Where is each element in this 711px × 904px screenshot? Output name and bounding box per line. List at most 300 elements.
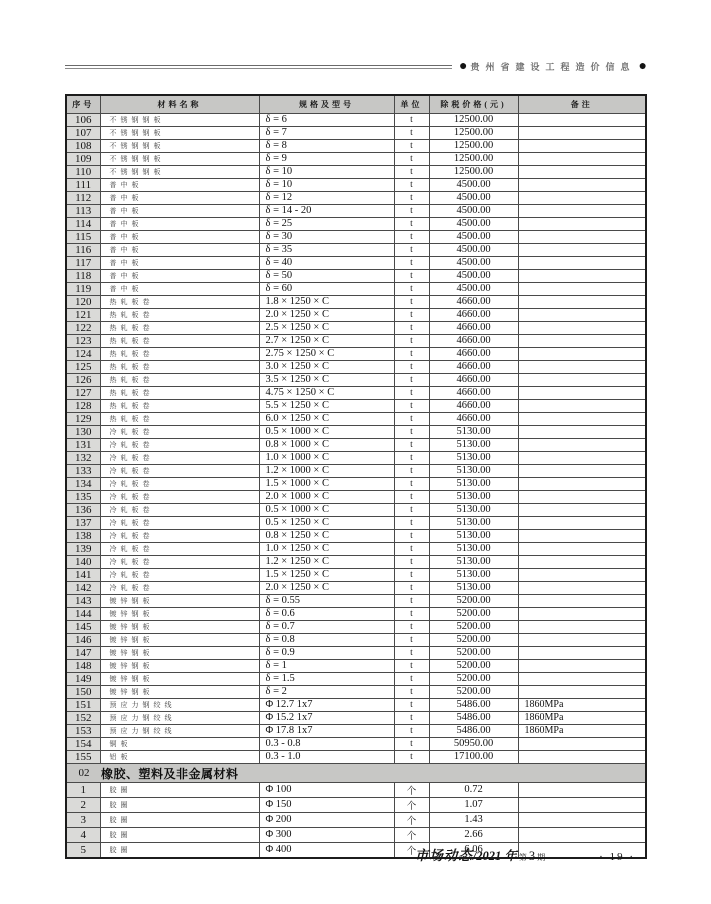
cell-no: 3 bbox=[66, 812, 100, 827]
cell-remark bbox=[518, 607, 646, 620]
cell-spec: δ = 7 bbox=[259, 126, 394, 139]
cell-price: 4660.00 bbox=[429, 347, 518, 360]
cell-name: 胶圈 bbox=[100, 782, 259, 797]
cell-price: 5200.00 bbox=[429, 633, 518, 646]
footer-issue-number: 3 bbox=[528, 849, 536, 863]
table-row bbox=[66, 827, 646, 842]
cell-spec: δ = 9 bbox=[259, 152, 394, 165]
cell-no: 137 bbox=[66, 516, 100, 529]
cell-price: 5130.00 bbox=[429, 477, 518, 490]
cell-unit: t bbox=[394, 503, 429, 516]
cell-name: 胶圈 bbox=[100, 842, 259, 858]
table-row bbox=[66, 750, 646, 763]
cell-no: 109 bbox=[66, 152, 100, 165]
table-row bbox=[66, 812, 646, 827]
cell-unit: 个 bbox=[394, 797, 429, 812]
cell-remark bbox=[518, 464, 646, 477]
cell-spec: δ = 0.9 bbox=[259, 646, 394, 659]
cell-remark bbox=[518, 529, 646, 542]
cell-name: 预应力钢绞线 bbox=[100, 698, 259, 711]
cell-name: 普中板 bbox=[100, 191, 259, 204]
cell-no: 120 bbox=[66, 295, 100, 308]
cell-unit: t bbox=[394, 360, 429, 373]
cell-remark bbox=[518, 243, 646, 256]
cell-name: 镀锌钢板 bbox=[100, 659, 259, 672]
cell-remark bbox=[518, 126, 646, 139]
cell-remark bbox=[518, 178, 646, 191]
cell-price: 5130.00 bbox=[429, 568, 518, 581]
cell-name: 铝板 bbox=[100, 750, 259, 763]
cell-unit: t bbox=[394, 724, 429, 737]
cell-unit: 个 bbox=[394, 827, 429, 842]
cell-spec: 2.5 × 1250 × C bbox=[259, 321, 394, 334]
cell-no: 5 bbox=[66, 842, 100, 858]
cell-remark bbox=[518, 812, 646, 827]
cell-unit: t bbox=[394, 126, 429, 139]
cell-price: 12500.00 bbox=[429, 126, 518, 139]
cell-remark bbox=[518, 581, 646, 594]
cell-name: 胶圈 bbox=[100, 797, 259, 812]
table-row bbox=[66, 347, 646, 360]
table-row bbox=[66, 698, 646, 711]
cell-name: 预应力钢绞线 bbox=[100, 711, 259, 724]
cell-spec: 1.5 × 1000 × C bbox=[259, 477, 394, 490]
cell-price: 12500.00 bbox=[429, 113, 518, 126]
cell-remark bbox=[518, 555, 646, 568]
cell-name: 冷轧板卷 bbox=[100, 490, 259, 503]
cell-price: 5130.00 bbox=[429, 529, 518, 542]
cell-name: 冷轧板卷 bbox=[100, 477, 259, 490]
cell-remark bbox=[518, 399, 646, 412]
cell-unit: t bbox=[394, 152, 429, 165]
cell-price: 5130.00 bbox=[429, 438, 518, 451]
cell-price: 5200.00 bbox=[429, 659, 518, 672]
cell-remark bbox=[518, 334, 646, 347]
cell-unit: t bbox=[394, 178, 429, 191]
cell-remark bbox=[518, 347, 646, 360]
cell-spec: 4.75 × 1250 × C bbox=[259, 386, 394, 399]
cell-name: 普中板 bbox=[100, 217, 259, 230]
cell-no: 125 bbox=[66, 360, 100, 373]
table-row bbox=[66, 542, 646, 555]
cell-name: 普中板 bbox=[100, 178, 259, 191]
cell-unit: t bbox=[394, 711, 429, 724]
cell-price: 1.43 bbox=[429, 812, 518, 827]
cell-no: 147 bbox=[66, 646, 100, 659]
cell-no: 129 bbox=[66, 412, 100, 425]
cell-no: 114 bbox=[66, 217, 100, 230]
cell-remark bbox=[518, 568, 646, 581]
table-row bbox=[66, 360, 646, 373]
cell-spec: δ = 8 bbox=[259, 139, 394, 152]
cell-no: 139 bbox=[66, 542, 100, 555]
cell-no: 126 bbox=[66, 373, 100, 386]
table-row bbox=[66, 581, 646, 594]
cell-price: 5130.00 bbox=[429, 490, 518, 503]
cell-no: 140 bbox=[66, 555, 100, 568]
cell-unit: t bbox=[394, 204, 429, 217]
cell-spec: 3.0 × 1250 × C bbox=[259, 360, 394, 373]
cell-price: 5486.00 bbox=[429, 724, 518, 737]
cell-remark: 1860MPa bbox=[518, 698, 646, 711]
table-row bbox=[66, 217, 646, 230]
cell-no: 111 bbox=[66, 178, 100, 191]
table-row bbox=[66, 256, 646, 269]
cell-unit: t bbox=[394, 633, 429, 646]
cell-name: 镀锌钢板 bbox=[100, 672, 259, 685]
cell-price: 4500.00 bbox=[429, 191, 518, 204]
cell-remark bbox=[518, 750, 646, 763]
cell-remark bbox=[518, 633, 646, 646]
header-double-rule bbox=[65, 65, 452, 69]
cell-unit: t bbox=[394, 269, 429, 282]
cell-unit: t bbox=[394, 659, 429, 672]
cell-price: 5130.00 bbox=[429, 451, 518, 464]
cell-name: 冷轧板卷 bbox=[100, 568, 259, 581]
cell-unit: t bbox=[394, 295, 429, 308]
cell-spec: 1.0 × 1250 × C bbox=[259, 542, 394, 555]
cell-unit: t bbox=[394, 347, 429, 360]
cell-no: 112 bbox=[66, 191, 100, 204]
cell-price: 4500.00 bbox=[429, 204, 518, 217]
cell-name: 普中板 bbox=[100, 282, 259, 295]
cell-name: 不锈钢钢板 bbox=[100, 165, 259, 178]
cell-name: 冷轧板卷 bbox=[100, 438, 259, 451]
cell-spec: Φ 100 bbox=[259, 782, 394, 797]
cell-unit: t bbox=[394, 685, 429, 698]
cell-name: 热轧板卷 bbox=[100, 386, 259, 399]
table-row bbox=[66, 178, 646, 191]
cell-price: 5200.00 bbox=[429, 607, 518, 620]
cell-unit: t bbox=[394, 282, 429, 295]
cell-unit: t bbox=[394, 737, 429, 750]
cell-price: 4660.00 bbox=[429, 399, 518, 412]
cell-unit: t bbox=[394, 139, 429, 152]
cell-spec: 2.0 × 1250 × C bbox=[259, 308, 394, 321]
footer-journal-name: 市场动态 bbox=[414, 848, 473, 863]
cell-remark bbox=[518, 295, 646, 308]
cell-spec: 2.75 × 1250 × C bbox=[259, 347, 394, 360]
cell-no: 143 bbox=[66, 594, 100, 607]
cell-name: 热轧板卷 bbox=[100, 295, 259, 308]
cell-name: 普中板 bbox=[100, 269, 259, 282]
cell-name: 冷轧板卷 bbox=[100, 542, 259, 555]
cell-spec: δ = 30 bbox=[259, 230, 394, 243]
table-row bbox=[66, 503, 646, 516]
cell-remark bbox=[518, 139, 646, 152]
cell-name: 冷轧板卷 bbox=[100, 529, 259, 542]
cell-price: 5130.00 bbox=[429, 581, 518, 594]
cell-spec: 0.3 - 1.0 bbox=[259, 750, 394, 763]
cell-no: 130 bbox=[66, 425, 100, 438]
cell-no: 116 bbox=[66, 243, 100, 256]
cell-name: 冷轧板卷 bbox=[100, 503, 259, 516]
page-footer bbox=[65, 844, 645, 864]
cell-price: 4660.00 bbox=[429, 295, 518, 308]
cell-unit: t bbox=[394, 165, 429, 178]
cell-no: 121 bbox=[66, 308, 100, 321]
cell-price: 4500.00 bbox=[429, 217, 518, 230]
table-row bbox=[66, 555, 646, 568]
cell-unit: t bbox=[394, 672, 429, 685]
cell-unit: t bbox=[394, 321, 429, 334]
cell-no: 124 bbox=[66, 347, 100, 360]
cell-price: 5130.00 bbox=[429, 516, 518, 529]
cell-name: 热轧板卷 bbox=[100, 321, 259, 334]
cell-no: 145 bbox=[66, 620, 100, 633]
cell-name: 不锈钢钢板 bbox=[100, 152, 259, 165]
cell-spec: 1.5 × 1250 × C bbox=[259, 568, 394, 581]
cell-spec: 6.0 × 1250 × C bbox=[259, 412, 394, 425]
cell-unit: t bbox=[394, 230, 429, 243]
cell-unit: 个 bbox=[394, 842, 429, 858]
cell-remark bbox=[518, 490, 646, 503]
cell-spec: δ = 0.55 bbox=[259, 594, 394, 607]
footer-year: /2021 年 bbox=[472, 849, 517, 863]
cell-price: 5130.00 bbox=[429, 464, 518, 477]
cell-no: 136 bbox=[66, 503, 100, 516]
table-row bbox=[66, 659, 646, 672]
cell-price: 5130.00 bbox=[429, 503, 518, 516]
cell-price: 5200.00 bbox=[429, 620, 518, 633]
cell-name: 镀锌钢板 bbox=[100, 633, 259, 646]
cell-remark bbox=[518, 191, 646, 204]
cell-no: 117 bbox=[66, 256, 100, 269]
cell-price: 5486.00 bbox=[429, 711, 518, 724]
cell-spec: Φ 15.2 1x7 bbox=[259, 711, 394, 724]
table-row bbox=[66, 594, 646, 607]
cell-spec: δ = 35 bbox=[259, 243, 394, 256]
table-row bbox=[66, 672, 646, 685]
cell-remark bbox=[518, 269, 646, 282]
cell-name: 不锈钢钢板 bbox=[100, 113, 259, 126]
cell-name: 镀锌钢板 bbox=[100, 646, 259, 659]
cell-price: 4660.00 bbox=[429, 321, 518, 334]
cell-remark bbox=[518, 373, 646, 386]
cell-unit: t bbox=[394, 607, 429, 620]
cell-no: 1 bbox=[66, 782, 100, 797]
table-row bbox=[66, 477, 646, 490]
section-header-row bbox=[66, 763, 646, 782]
cell-unit: t bbox=[394, 750, 429, 763]
table-row bbox=[66, 204, 646, 217]
cell-price: 4660.00 bbox=[429, 412, 518, 425]
cell-name: 普中板 bbox=[100, 230, 259, 243]
cell-unit: t bbox=[394, 594, 429, 607]
table-row bbox=[66, 113, 646, 126]
table-row bbox=[66, 711, 646, 724]
table-row bbox=[66, 490, 646, 503]
cell-price: 4500.00 bbox=[429, 230, 518, 243]
cell-no: 4 bbox=[66, 827, 100, 842]
cell-no: 150 bbox=[66, 685, 100, 698]
cell-spec: δ = 10 bbox=[259, 178, 394, 191]
cell-unit: t bbox=[394, 438, 429, 451]
header-title-text: 贵州省建设工程造价信息 bbox=[470, 61, 636, 72]
cell-no: 128 bbox=[66, 399, 100, 412]
cell-spec: δ = 2 bbox=[259, 685, 394, 698]
cell-no: 135 bbox=[66, 490, 100, 503]
cell-spec: 2.0 × 1250 × C bbox=[259, 581, 394, 594]
cell-spec: 1.2 × 1000 × C bbox=[259, 464, 394, 477]
table-row bbox=[66, 464, 646, 477]
cell-price: 5200.00 bbox=[429, 672, 518, 685]
cell-unit: t bbox=[394, 568, 429, 581]
cell-price: 17100.00 bbox=[429, 750, 518, 763]
cell-unit: t bbox=[394, 243, 429, 256]
cell-spec: δ = 6 bbox=[259, 113, 394, 126]
cell-unit: t bbox=[394, 477, 429, 490]
bullet-icon: ● bbox=[459, 59, 468, 74]
cell-price: 0.72 bbox=[429, 782, 518, 797]
cell-name: 胶圈 bbox=[100, 827, 259, 842]
table-row bbox=[66, 139, 646, 152]
cell-remark bbox=[518, 217, 646, 230]
cell-name: 热轧板卷 bbox=[100, 347, 259, 360]
table-row bbox=[66, 425, 646, 438]
cell-no: 122 bbox=[66, 321, 100, 334]
cell-remark bbox=[518, 165, 646, 178]
footer-issue-suffix: 期 bbox=[537, 853, 546, 862]
cell-price: 4500.00 bbox=[429, 282, 518, 295]
cell-remark bbox=[518, 412, 646, 425]
cell-no: 118 bbox=[66, 269, 100, 282]
cell-remark bbox=[518, 308, 646, 321]
cell-unit: t bbox=[394, 412, 429, 425]
table-header-row bbox=[66, 95, 646, 113]
table-row bbox=[66, 797, 646, 812]
cell-price: 4660.00 bbox=[429, 373, 518, 386]
cell-remark bbox=[518, 516, 646, 529]
table-row bbox=[66, 399, 646, 412]
cell-unit: t bbox=[394, 308, 429, 321]
cell-spec: 1.8 × 1250 × C bbox=[259, 295, 394, 308]
cell-unit: t bbox=[394, 113, 429, 126]
cell-spec: 1.0 × 1000 × C bbox=[259, 451, 394, 464]
cell-remark bbox=[518, 451, 646, 464]
cell-price: 50950.00 bbox=[429, 737, 518, 750]
cell-spec: Φ 17.8 1x7 bbox=[259, 724, 394, 737]
table-row bbox=[66, 782, 646, 797]
table-row bbox=[66, 568, 646, 581]
section-number: 02 bbox=[78, 766, 90, 779]
table-row bbox=[66, 282, 646, 295]
cell-price: 4660.00 bbox=[429, 308, 518, 321]
cell-price: 6.06 bbox=[429, 842, 518, 858]
cell-remark bbox=[518, 542, 646, 555]
cell-no: 127 bbox=[66, 386, 100, 399]
cell-remark bbox=[518, 321, 646, 334]
cell-unit: t bbox=[394, 542, 429, 555]
table-row bbox=[66, 620, 646, 633]
table-row bbox=[66, 451, 646, 464]
cell-remark bbox=[518, 685, 646, 698]
cell-no: 144 bbox=[66, 607, 100, 620]
cell-no: 119 bbox=[66, 282, 100, 295]
cell-name: 冷轧板卷 bbox=[100, 451, 259, 464]
cell-price: 4500.00 bbox=[429, 243, 518, 256]
cell-unit: t bbox=[394, 620, 429, 633]
cell-remark bbox=[518, 672, 646, 685]
column-header: 材料名称 bbox=[100, 95, 259, 113]
cell-name: 冷轧板卷 bbox=[100, 555, 259, 568]
table-row bbox=[66, 373, 646, 386]
cell-no: 146 bbox=[66, 633, 100, 646]
cell-no: 138 bbox=[66, 529, 100, 542]
cell-name: 镀锌钢板 bbox=[100, 685, 259, 698]
cell-name: 镀锌钢板 bbox=[100, 620, 259, 633]
cell-unit: t bbox=[394, 529, 429, 542]
cell-no: 148 bbox=[66, 659, 100, 672]
cell-price: 5130.00 bbox=[429, 542, 518, 555]
cell-spec: 0.5 × 1000 × C bbox=[259, 503, 394, 516]
cell-spec: 0.5 × 1250 × C bbox=[259, 516, 394, 529]
column-header: 序号 bbox=[66, 95, 100, 113]
cell-unit: t bbox=[394, 698, 429, 711]
cell-spec: δ = 12 bbox=[259, 191, 394, 204]
table-row bbox=[66, 191, 646, 204]
cell-price: 4500.00 bbox=[429, 256, 518, 269]
cell-remark bbox=[518, 438, 646, 451]
cell-no: 142 bbox=[66, 581, 100, 594]
table-row bbox=[66, 126, 646, 139]
cell-spec: Φ 12.7 1x7 bbox=[259, 698, 394, 711]
cell-name: 预应力钢绞线 bbox=[100, 724, 259, 737]
cell-no: 2 bbox=[66, 797, 100, 812]
cell-name: 胶圈 bbox=[100, 812, 259, 827]
cell-price: 12500.00 bbox=[429, 152, 518, 165]
table-row bbox=[66, 633, 646, 646]
table-row bbox=[66, 724, 646, 737]
column-header: 规格及型号 bbox=[259, 95, 394, 113]
table-row bbox=[66, 386, 646, 399]
cell-remark bbox=[518, 386, 646, 399]
cell-spec: Φ 150 bbox=[259, 797, 394, 812]
cell-spec: 0.8 × 1000 × C bbox=[259, 438, 394, 451]
cell-unit: t bbox=[394, 256, 429, 269]
cell-no: 132 bbox=[66, 451, 100, 464]
cell-no: 107 bbox=[66, 126, 100, 139]
cell-remark bbox=[518, 152, 646, 165]
cell-unit: t bbox=[394, 191, 429, 204]
cell-price: 4660.00 bbox=[429, 360, 518, 373]
header-title bbox=[459, 60, 647, 74]
cell-unit: t bbox=[394, 451, 429, 464]
table-row bbox=[66, 243, 646, 256]
cell-spec: 0.8 × 1250 × C bbox=[259, 529, 394, 542]
table-row bbox=[66, 295, 646, 308]
cell-no: 133 bbox=[66, 464, 100, 477]
cell-price: 5200.00 bbox=[429, 594, 518, 607]
cell-spec: 1.2 × 1250 × C bbox=[259, 555, 394, 568]
cell-name: 热轧板卷 bbox=[100, 360, 259, 373]
cell-unit: t bbox=[394, 516, 429, 529]
cell-no: 123 bbox=[66, 334, 100, 347]
cell-price: 4660.00 bbox=[429, 334, 518, 347]
cell-no: 115 bbox=[66, 230, 100, 243]
cell-name: 冷轧板卷 bbox=[100, 425, 259, 438]
cell-no: 108 bbox=[66, 139, 100, 152]
cell-no: 113 bbox=[66, 204, 100, 217]
cell-remark bbox=[518, 782, 646, 797]
cell-name: 冷轧板卷 bbox=[100, 516, 259, 529]
section-header-cell bbox=[66, 763, 646, 782]
cell-name: 普中板 bbox=[100, 204, 259, 217]
cell-remark bbox=[518, 282, 646, 295]
cell-unit: t bbox=[394, 425, 429, 438]
cell-name: 冷轧板卷 bbox=[100, 581, 259, 594]
cell-name: 热轧板卷 bbox=[100, 334, 259, 347]
